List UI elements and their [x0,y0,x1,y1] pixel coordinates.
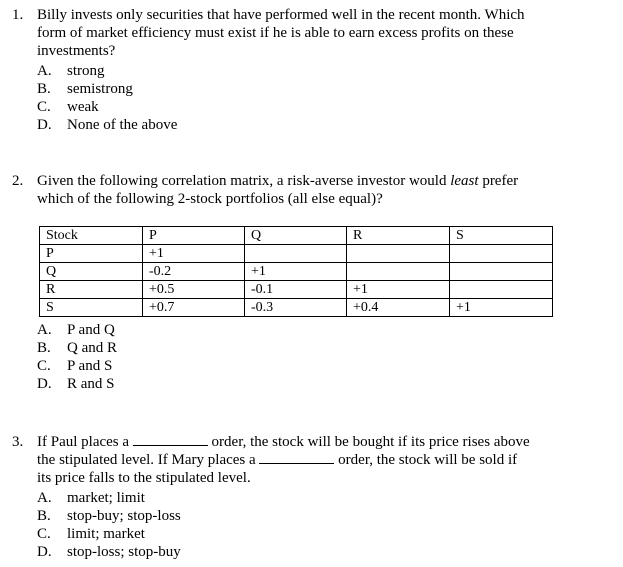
question-number: 1. [12,7,24,23]
question-line: investments? [37,43,116,59]
option-text: market; limit [67,490,145,506]
table-cell [450,281,553,299]
table-cell: Q [40,263,143,281]
answer-option-a[interactable] [37,321,117,339]
option-letter: D. [37,117,52,133]
question-number: 2. [12,173,24,189]
option-text: stop-loss; stop-buy [67,544,181,560]
table-cell: +0.4 [347,299,450,317]
option-text: None of the above [67,117,178,133]
table-row [40,245,553,263]
option-letter: B. [37,81,51,97]
table-header-row [40,227,553,245]
table-cell [450,245,553,263]
table-cell: -0.2 [143,263,245,281]
table-cell: -0.3 [245,299,347,317]
option-text: weak [67,99,99,115]
question-text-part: order, the stock will be sold if [334,452,518,468]
question-line: which of the following 2-stock portfolios (all else equal)? [37,191,383,207]
answer-options [37,321,117,393]
question-line: Billy invests only securities that have performed well in the recent month. Which [37,7,525,23]
table-cell: R [40,281,143,299]
question-line [37,433,557,451]
question-line [37,451,557,469]
answer-option-b[interactable] [37,80,177,98]
emphasis-word: least [450,173,479,189]
question-text-part: the stipulated level. If Mary places a [37,452,260,468]
table-header-cell: R [347,227,450,245]
table-cell: +0.7 [143,299,245,317]
answer-option-a[interactable] [37,489,181,507]
table-cell: +1 [347,281,450,299]
table-cell [347,263,450,281]
correlation-matrix-table [39,226,553,317]
table-header-cell: Q [245,227,347,245]
table-cell: P [40,245,143,263]
table-header-cell: S [450,227,553,245]
answer-option-b[interactable] [37,507,181,525]
option-letter: C. [37,526,51,542]
question-line: its price falls to the stipulated level. [37,470,251,486]
table-cell [450,263,553,281]
option-text: limit; market [67,526,145,542]
question-text [37,172,557,208]
answer-option-c[interactable] [37,357,117,375]
table-cell: +1 [245,263,347,281]
option-letter: A. [37,322,52,338]
answer-option-c[interactable] [37,98,177,116]
option-letter: D. [37,376,52,392]
option-letter: B. [37,508,51,524]
option-text: P and Q [67,322,115,338]
option-text: R and S [67,376,115,392]
table-row [40,299,553,317]
question-text-part: If Paul places a [37,434,133,450]
table-row [40,281,553,299]
answer-option-d[interactable] [37,543,181,561]
question-text [37,433,557,487]
table-cell: -0.1 [245,281,347,299]
answer-option-d[interactable] [37,375,117,393]
table-row [40,263,553,281]
option-letter: C. [37,358,51,374]
question-line: form of market efficiency must exist if he is able to earn excess profits on these [37,25,514,41]
table-header-cell: P [143,227,245,245]
table-header-cell: Stock [40,227,143,245]
option-letter: D. [37,544,52,560]
option-text: strong [67,63,105,79]
option-letter: B. [37,340,51,356]
question-text [37,6,557,60]
question-text-part: prefer [478,173,519,189]
question-line [37,172,557,190]
question-text-part: Given the following correlation matrix, a risk-averse investor would [37,173,451,189]
option-text: stop-buy; stop-loss [67,508,181,524]
fill-in-blank[interactable] [133,433,208,446]
table-cell: +1 [143,245,245,263]
answer-option-d[interactable] [37,116,177,134]
table-cell: S [40,299,143,317]
question-text-part: order, the stock will be bought if its price rises above [207,434,530,450]
answer-option-b[interactable] [37,339,117,357]
question-number: 3. [12,434,24,450]
answer-option-c[interactable] [37,525,181,543]
table-cell: +1 [450,299,553,317]
fill-in-blank[interactable] [259,451,334,464]
answer-option-a[interactable] [37,62,177,80]
table-cell [347,245,450,263]
option-text: semistrong [67,81,133,97]
option-letter: A. [37,63,52,79]
answer-options [37,489,181,561]
option-text: P and S [67,358,113,374]
table-cell: +0.5 [143,281,245,299]
option-letter: A. [37,490,52,506]
option-text: Q and R [67,340,117,356]
table-cell [245,245,347,263]
answer-options [37,62,177,134]
option-letter: C. [37,99,51,115]
